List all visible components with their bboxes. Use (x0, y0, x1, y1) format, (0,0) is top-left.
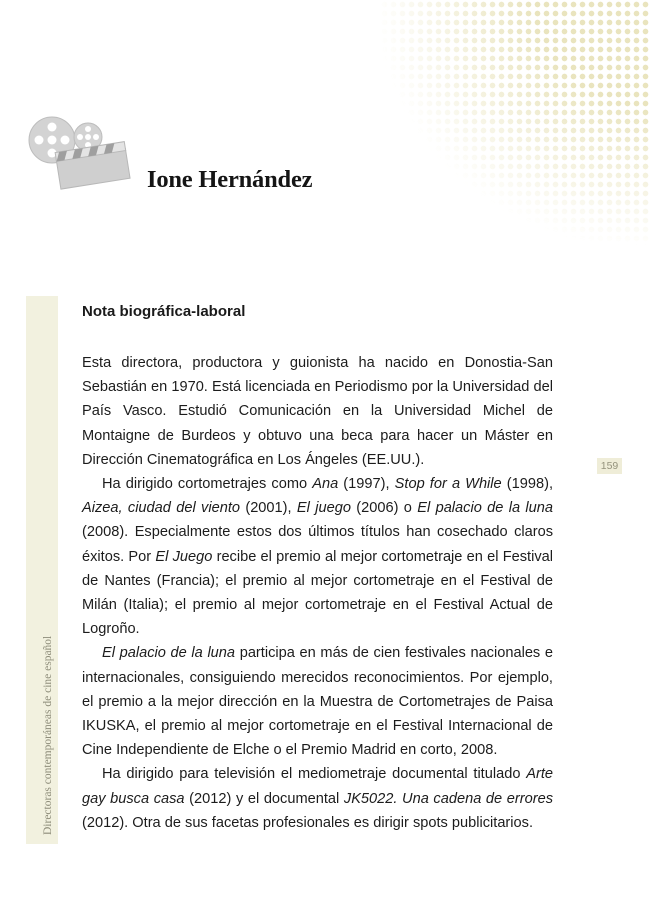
page-title: Ione Hernández (147, 166, 313, 193)
body-paragraph (82, 351, 553, 472)
work-title: El palacio de la luna (417, 500, 554, 517)
work-title: El Juego (155, 548, 213, 565)
halftone-decoration (380, 0, 650, 245)
text-run: Esta directora, productora y guionista ha nacido en Donostia-San Sebastián en 1970. Está licenciada en Periodismo por la Universidad del País Vasco. Estudió Comunicación en la Universidad Michel de Montaigne de Burdeos y obtuvo una beca para hacer un Máster en Dirección Cinematográfica en Los Ángeles (EE.UU.). (82, 355, 553, 468)
work-title: JK5022. Una cadena de errores (343, 790, 553, 807)
page-number: 159 (597, 458, 622, 474)
body-paragraph (82, 762, 553, 835)
text-run: (1997), (338, 476, 395, 493)
text-run: (2012) y el documental (184, 790, 344, 807)
text-run: Ha dirigido cortometrajes como (102, 476, 313, 493)
work-title: Aizea, ciudad del viento (82, 500, 240, 517)
work-title: Ana (312, 476, 339, 493)
film-reel-clapperboard-icon (22, 116, 140, 194)
body-paragraph (82, 641, 553, 762)
main-content (82, 300, 553, 835)
work-title: El juego (296, 500, 351, 517)
body-paragraph (82, 472, 553, 641)
text-run: recibe el premio al mejor cortometraje en el Festival de Nantes (Francia); el premio al mejor cortometraje en el Festival de Milán (Italia); el premio al mejor cortometraje en el Festival Actual de Logroño. (82, 548, 553, 638)
work-title: El palacio de la luna (102, 645, 236, 662)
text-run: (1998), (501, 476, 554, 493)
text-run: (2006) o (350, 500, 418, 517)
text-run: (2008). Especialmente estos dos últimos títulos han cosechado claros éxitos. Por (82, 524, 553, 565)
body-text (82, 351, 553, 835)
work-title: Stop for a While (394, 476, 502, 493)
text-run: participa en más de cien festivales nacionales e internacionales, consiguiendo merecidos reconocimientos. Por ejemplo, el premio a la mejor dirección en la Muestra de Cortometrajes de Paisa IKUSKA, el premio al mejor cortometraje en el Festival Internacional de Cine Independiente de Elche o el Premio Madrid en corto, 2008. (82, 645, 554, 759)
work-title: Arte gay busca casa (82, 766, 553, 807)
text-run: (2001), (240, 500, 297, 517)
text-run: Ha dirigido para televisión el mediometraje documental titulado (102, 766, 527, 783)
running-header: Directoras contemporáneas de cine español (42, 635, 54, 835)
text-run: (2012). Otra de sus facetas profesionales es dirigir spots publicitarios. (82, 814, 534, 831)
section-heading: Nota biográfica-laboral (82, 303, 246, 320)
